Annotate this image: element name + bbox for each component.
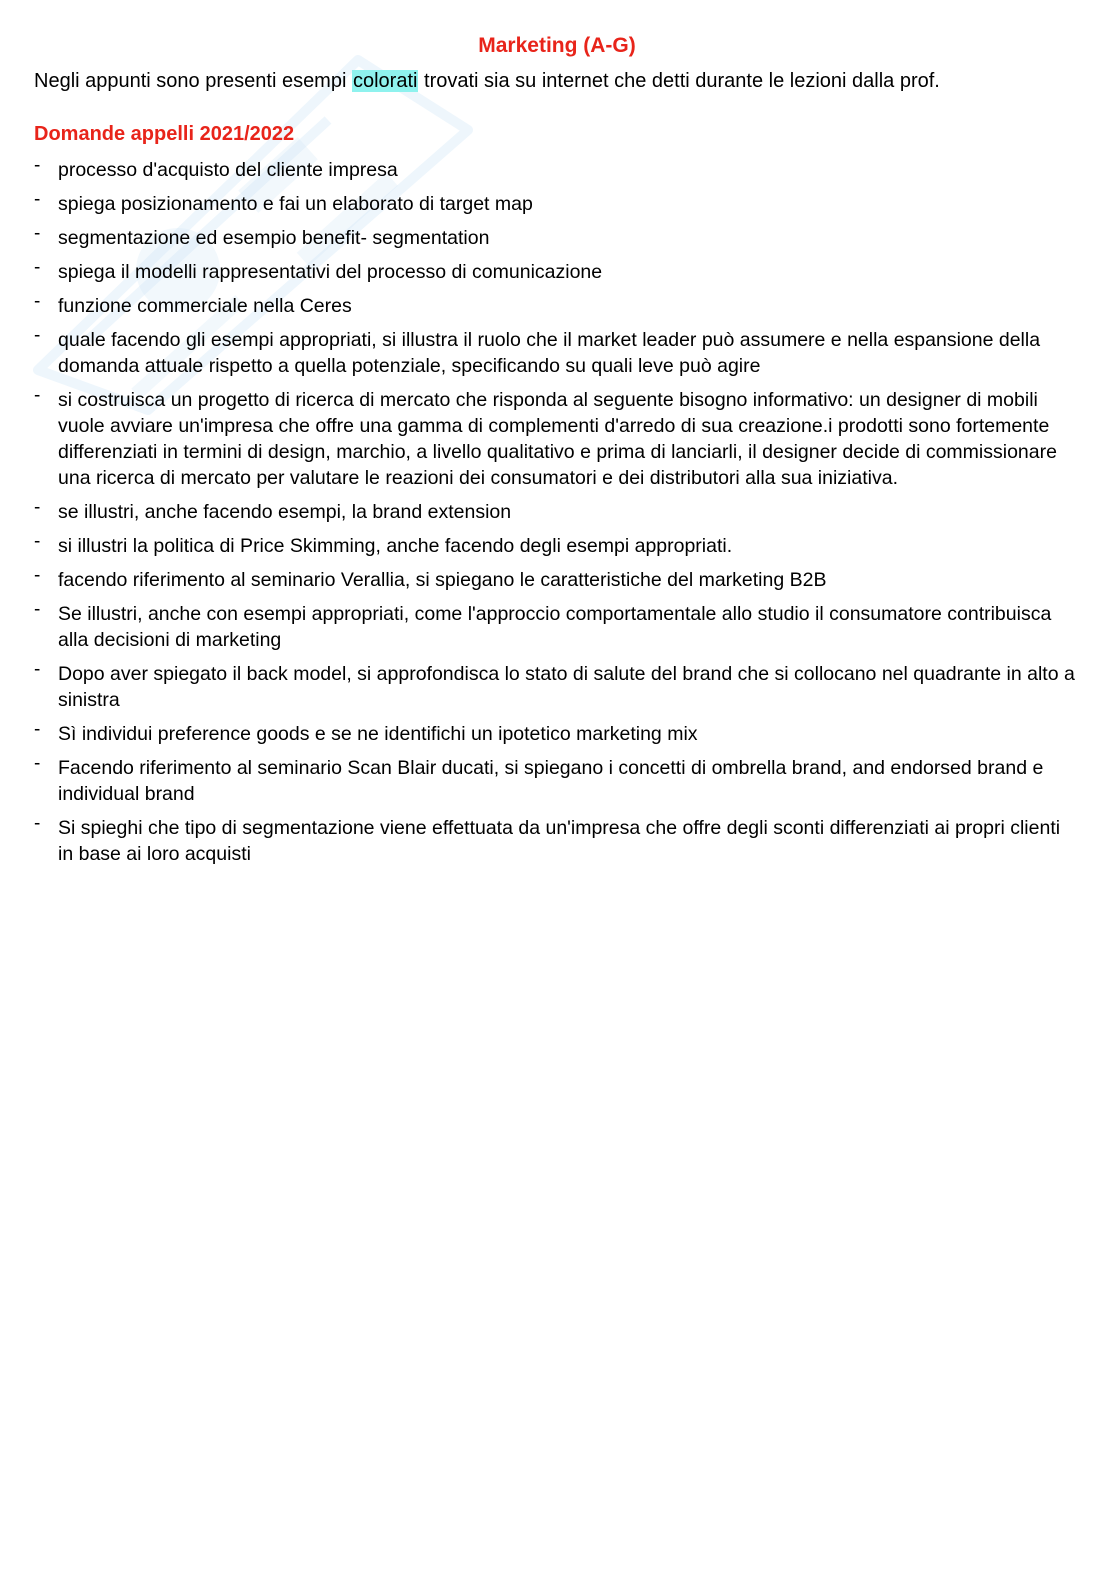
question-text: se illustri, anche facendo esempi, la brand extension bbox=[58, 501, 512, 523]
bullet-dash: - bbox=[34, 531, 41, 552]
question-item bbox=[34, 157, 1080, 183]
highlighted-word: colorati bbox=[352, 70, 418, 92]
question-text: Facendo riferimento al seminario Scan Blair ducati, si spiegano i concetti di ombrella brand, and endorsed brand e individual brand bbox=[58, 757, 1044, 805]
question-text: si illustri la politica di Price Skimming, anche facendo degli esempi appropriati. bbox=[58, 535, 733, 557]
bullet-dash: - bbox=[34, 291, 41, 312]
question-text: Si spieghi che tipo di segmentazione viene effettuata da un'impresa che offre degli sconti differenziati ai propri clienti in base ai loro acquisti bbox=[58, 817, 1061, 865]
questions-list bbox=[34, 157, 1080, 867]
question-text: spiega il modelli rappresentativi del processo di comunicazione bbox=[58, 261, 603, 283]
bullet-dash: - bbox=[34, 659, 41, 680]
bullet-dash: - bbox=[34, 497, 41, 518]
bullet-dash: - bbox=[34, 753, 41, 774]
bullet-dash: - bbox=[34, 813, 41, 834]
question-text: funzione commerciale nella Ceres bbox=[58, 295, 352, 317]
question-item bbox=[34, 601, 1080, 653]
question-item bbox=[34, 293, 1080, 319]
question-item bbox=[34, 499, 1080, 525]
question-text: Dopo aver spiegato il back model, si approfondisca lo stato di salute del brand che si collocano nel quadrante in alto a sinistra bbox=[58, 663, 1075, 711]
bullet-dash: - bbox=[34, 155, 41, 176]
question-item bbox=[34, 755, 1080, 807]
question-text: Se illustri, anche con esempi appropriati, come l'approccio comportamentale allo studio il consumatore contribuisca alla decisioni di marketing bbox=[58, 603, 1052, 651]
question-text: processo d'acquisto del cliente impresa bbox=[58, 159, 398, 181]
question-item bbox=[34, 567, 1080, 593]
bullet-dash: - bbox=[34, 223, 41, 244]
question-item bbox=[34, 815, 1080, 867]
section-title: Domande appelli 2021/2022 bbox=[34, 123, 295, 145]
question-text: si costruisca un progetto di ricerca di mercato che risponda al seguente bisogno informativo: un designer di mobili vuole avviare un'impresa che offre una gamma di complementi d'arredo di sua creazione.i prodotti sono fortemente differenziati in termini di design, marchio, a livello qualitativo e prima di lanciarli, il designer decide di commissionare una ricerca di mercato per valutare le reazioni dei consumatori e dei distributori alla sua iniziativa. bbox=[58, 389, 1057, 489]
question-item bbox=[34, 533, 1080, 559]
question-item bbox=[34, 387, 1080, 491]
bullet-dash: - bbox=[34, 719, 41, 740]
bullet-dash: - bbox=[34, 385, 41, 406]
document-title: Marketing (A-G) bbox=[478, 34, 636, 57]
bullet-dash: - bbox=[34, 257, 41, 278]
question-text: facendo riferimento al seminario Verallia, si spiegano le caratteristiche del marketing B2B bbox=[58, 569, 827, 591]
question-text: quale facendo gli esempi appropriati, si illustra il ruolo che il market leader può assumere e nella espansione della domanda attuale rispetto a quella potenziale, specificando su quali leve può agire bbox=[58, 329, 1041, 377]
question-item bbox=[34, 661, 1080, 713]
intro-paragraph bbox=[34, 67, 1080, 95]
question-item bbox=[34, 191, 1080, 217]
intro-text-before: Negli appunti sono presenti esempi bbox=[34, 70, 352, 92]
question-item bbox=[34, 225, 1080, 251]
bullet-dash: - bbox=[34, 599, 41, 620]
question-item bbox=[34, 721, 1080, 747]
question-item bbox=[34, 259, 1080, 285]
question-text: segmentazione ed esempio benefit- segmentation bbox=[58, 227, 490, 249]
bullet-dash: - bbox=[34, 325, 41, 346]
bullet-dash: - bbox=[34, 189, 41, 210]
intro-text-after: trovati sia su internet che detti durante le lezioni dalla prof. bbox=[418, 70, 940, 92]
bullet-dash: - bbox=[34, 565, 41, 586]
question-text: Sì individui preference goods e se ne identifichi un ipotetico marketing mix bbox=[58, 723, 698, 745]
question-text: spiega posizionamento e fai un elaborato di target map bbox=[58, 193, 533, 215]
question-item bbox=[34, 327, 1080, 379]
